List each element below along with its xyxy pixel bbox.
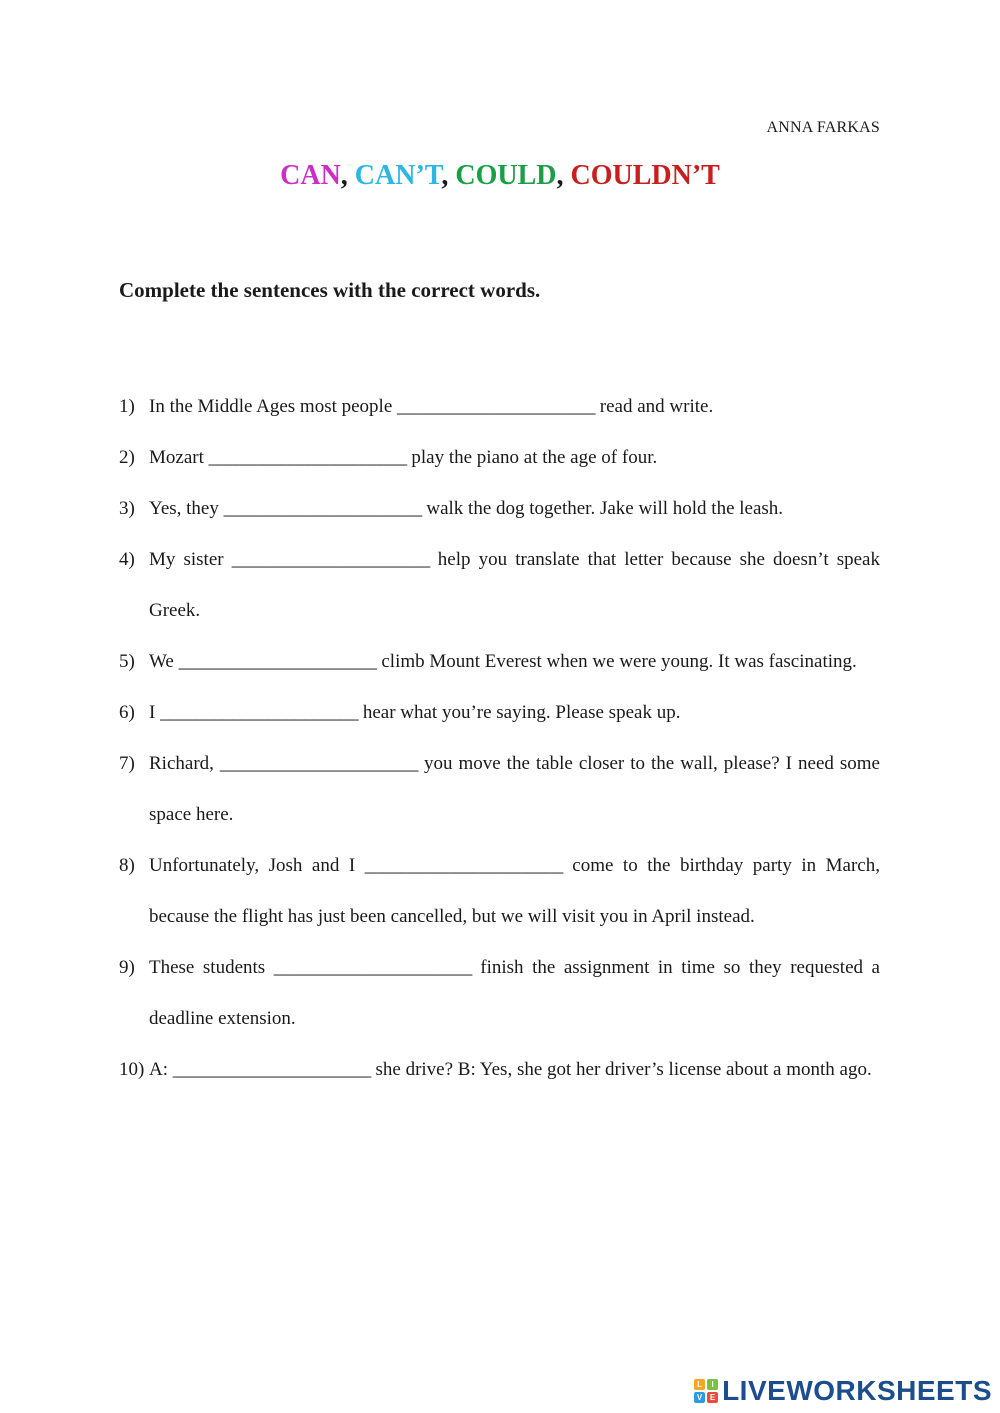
answer-blank[interactable]: ______________________ <box>208 447 407 468</box>
exercise-item <box>119 942 880 1044</box>
logo-tile: V <box>694 1392 705 1403</box>
sentence-before: Unfortunately, Josh and I <box>149 855 365 876</box>
title-can: CAN <box>280 160 341 191</box>
item-number: 1) <box>119 396 135 417</box>
exercise-item <box>119 534 880 636</box>
sentence-after: you move the table closer to the wall, please? I need some space here. <box>149 753 880 825</box>
answer-blank[interactable]: ______________________ <box>172 1059 371 1080</box>
logo-tile: I <box>707 1379 718 1390</box>
title-separator: , <box>556 160 571 191</box>
item-number: 5) <box>119 651 135 672</box>
sentence-after: she drive? B: Yes, she got her driver’s license about a month ago. <box>370 1059 872 1080</box>
sentence-after: play the piano at the age of four. <box>406 447 658 468</box>
item-number: 8) <box>119 855 135 876</box>
instruction-text: Complete the sentences with the correct words. <box>119 278 541 302</box>
brand-name: LIVEWORKSHEETS <box>722 1375 992 1406</box>
title-cant: CAN’T <box>354 160 442 191</box>
sentence-before: We <box>149 651 179 672</box>
logo-tile: E <box>707 1392 718 1403</box>
title-couldnt: COULDN’T <box>570 160 720 191</box>
item-sentence <box>149 942 880 1044</box>
sentence-before: In the Middle Ages most people <box>149 396 398 417</box>
exercise-item <box>119 738 880 840</box>
exercise-item <box>119 483 880 534</box>
sentence-after: read and write. <box>595 396 714 417</box>
sentence-before: Yes, they <box>149 498 224 519</box>
worksheet-title <box>0 160 1000 192</box>
sentence-after: hear what you’re saying. Please speak up. <box>358 702 681 723</box>
answer-blank[interactable]: ______________________ <box>273 957 472 978</box>
liveworksheets-logo <box>694 1375 992 1407</box>
answer-blank[interactable]: ______________________ <box>219 753 418 774</box>
item-sentence <box>149 840 880 942</box>
item-sentence <box>149 432 880 483</box>
item-number: 7) <box>119 753 135 774</box>
exercise-list <box>119 381 880 1095</box>
item-number: 6) <box>119 702 135 723</box>
exercise-item <box>119 636 880 687</box>
exercise-item <box>119 381 880 432</box>
item-sentence <box>149 534 880 636</box>
item-number: 2) <box>119 447 135 468</box>
answer-blank[interactable]: ______________________ <box>223 498 422 519</box>
item-sentence <box>149 738 880 840</box>
title-separator: , <box>441 160 456 191</box>
sentence-after: help you translate that letter because she doesn’t speak Greek. <box>149 549 880 621</box>
logo-tile: L <box>694 1379 705 1390</box>
exercise-item <box>119 687 880 738</box>
answer-blank[interactable]: ______________________ <box>397 396 596 417</box>
item-number: 3) <box>119 498 135 519</box>
sentence-before: My sister <box>149 549 232 570</box>
item-number: 9) <box>119 957 135 978</box>
item-sentence <box>149 381 880 432</box>
item-sentence <box>149 636 880 687</box>
sentence-before: A: <box>149 1059 173 1080</box>
author-name: ANNA FARKAS <box>766 119 880 136</box>
item-sentence <box>149 483 880 534</box>
item-sentence <box>149 687 880 738</box>
sentence-before: I <box>149 702 161 723</box>
sentence-after: climb Mount Everest when we were young. It was fascinating. <box>376 651 857 672</box>
sentence-before: Mozart <box>149 447 209 468</box>
liveworksheets-icon <box>694 1379 718 1403</box>
answer-blank[interactable]: ______________________ <box>364 855 563 876</box>
exercise-item <box>119 840 880 942</box>
sentence-before: These students <box>149 957 274 978</box>
answer-blank[interactable]: ______________________ <box>160 702 359 723</box>
answer-blank[interactable]: ______________________ <box>231 549 430 570</box>
item-number: 4) <box>119 549 135 570</box>
exercise-item <box>119 1044 880 1095</box>
title-could: COULD <box>455 160 557 191</box>
sentence-after: finish the assignment in time so they requested a deadline extension. <box>149 957 880 1029</box>
sentence-after: walk the dog together. Jake will hold the leash. <box>421 498 784 519</box>
item-number: 10) <box>119 1059 145 1080</box>
item-sentence <box>149 1044 880 1095</box>
title-separator: , <box>340 160 355 191</box>
answer-blank[interactable]: ______________________ <box>178 651 377 672</box>
sentence-before: Richard, <box>149 753 220 774</box>
exercise-item <box>119 432 880 483</box>
sentence-after: come to the birthday party in March, because the flight has just been cancelled, but we will visit you in April instead. <box>149 855 880 927</box>
